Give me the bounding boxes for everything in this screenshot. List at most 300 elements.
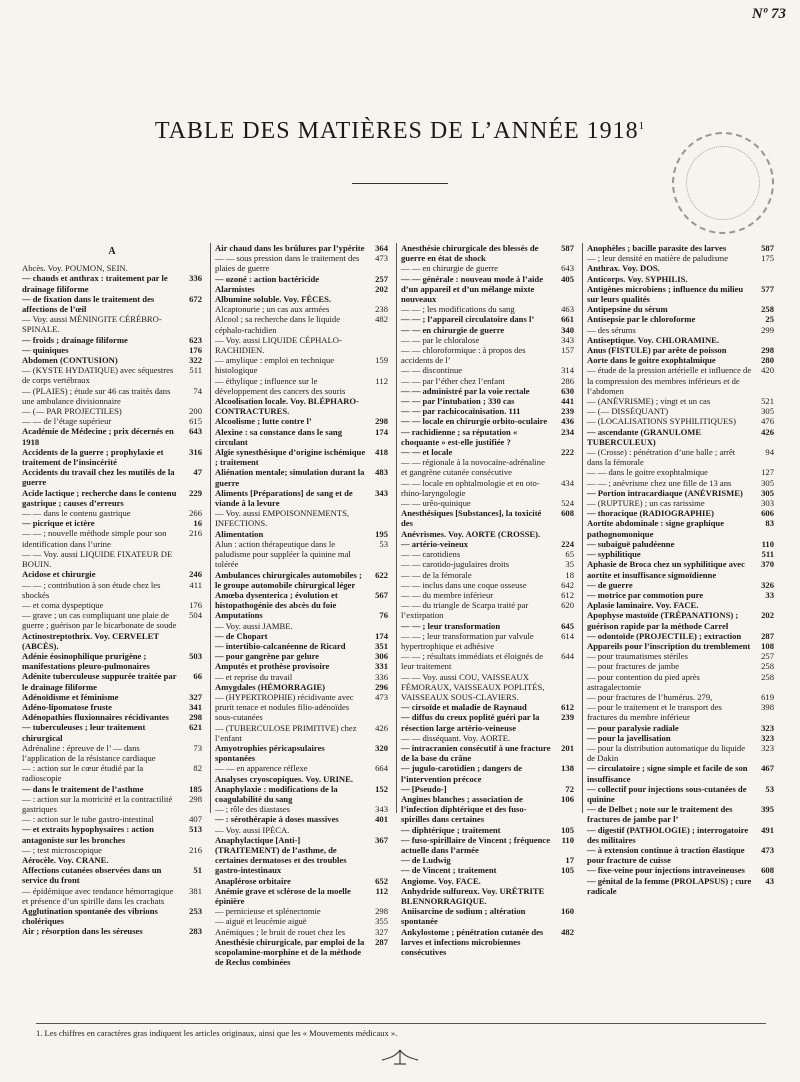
index-entry bbox=[22, 518, 202, 528]
entry-term: Anévrismes. Voy. AORTE (CROSSE). bbox=[401, 528, 541, 539]
entry-page: 644 bbox=[561, 651, 574, 662]
index-entry bbox=[215, 814, 388, 824]
entry-page: 463 bbox=[561, 304, 574, 315]
index-entry bbox=[587, 427, 774, 447]
entry-term: Alcaptonurie ; un cas aux armées bbox=[215, 304, 330, 315]
index-entry bbox=[215, 927, 388, 937]
entry-page: 53 bbox=[379, 538, 388, 549]
index-entry bbox=[587, 672, 774, 692]
entry-term: — génital de la femme (PROLAPSUS) ; cure radicale bbox=[587, 875, 752, 896]
index-entry bbox=[22, 467, 202, 487]
index-entry bbox=[587, 804, 774, 824]
entry-term: — (ANÉVRISME) ; vingt et un cas bbox=[587, 396, 711, 407]
entry-page: 157 bbox=[561, 345, 574, 356]
index-entry bbox=[22, 600, 202, 610]
entry-term: — quiniques bbox=[22, 344, 69, 355]
entry-page: 283 bbox=[189, 926, 202, 937]
index-entry bbox=[22, 549, 202, 569]
entry-term: — Voy. aussi LIQUIDE CÉPHALO-RACHIDIEN. bbox=[215, 334, 342, 356]
index-entry bbox=[22, 763, 202, 783]
index-entry bbox=[22, 865, 202, 885]
index-column-1 bbox=[22, 243, 202, 937]
index-entry bbox=[401, 304, 574, 314]
index-entry bbox=[401, 631, 574, 651]
entry-page: 661 bbox=[561, 314, 574, 325]
entry-term: — de fixation dans le traitement des affections de l’œil bbox=[22, 293, 155, 315]
entry-term: — Voy. aussi JAMBE. bbox=[215, 620, 293, 631]
entry-page: 239 bbox=[561, 406, 574, 417]
entry-page bbox=[556, 457, 574, 477]
entry-page: 343 bbox=[561, 334, 574, 345]
entry-term: — amylique : emploi en technique histologique bbox=[215, 355, 335, 376]
entry-term: Appareils pour l’inscription du tremblement bbox=[587, 640, 751, 651]
index-entry bbox=[215, 355, 388, 375]
entry-term: Amœba dysenterica ; évolution et histopathogénie des abcès du foie bbox=[215, 589, 338, 611]
index-column-3 bbox=[396, 243, 574, 958]
entry-term: — — urêo-quinique bbox=[401, 498, 471, 509]
index-entry bbox=[215, 631, 388, 641]
index-entry bbox=[215, 396, 388, 416]
entry-term: Anémie grave et sclérose de la moelle épinière bbox=[215, 885, 351, 906]
entry-page: 326 bbox=[761, 579, 774, 590]
entry-page: 25 bbox=[765, 314, 774, 325]
entry-term: — ozoné : action bactéricide bbox=[215, 273, 320, 284]
entry-page: 306 bbox=[375, 651, 388, 662]
index-entry bbox=[401, 733, 574, 743]
entry-page: 511 bbox=[761, 549, 774, 560]
index-entry bbox=[22, 426, 202, 446]
entry-page: 521 bbox=[761, 396, 774, 407]
entry-page: 577 bbox=[761, 283, 774, 294]
index-entry bbox=[587, 243, 774, 253]
entry-page: 343 bbox=[375, 487, 388, 498]
index-entry bbox=[587, 325, 774, 335]
entry-term: — froids ; drainage filiforme bbox=[22, 334, 128, 345]
entry-page: 258 bbox=[761, 661, 774, 672]
entry-term: Amputations bbox=[215, 610, 263, 621]
index-entry bbox=[587, 661, 774, 671]
entry-page: 216 bbox=[189, 528, 202, 539]
index-entry bbox=[587, 416, 774, 426]
entry-page: 426 bbox=[375, 722, 388, 733]
entry-page bbox=[184, 855, 202, 865]
index-entry bbox=[22, 488, 202, 508]
entry-term: — [Pseudo-] bbox=[401, 783, 447, 794]
entry-term: Alcoolisation locale. Voy. BLÉPHARO-CONTRACTURES. bbox=[215, 396, 359, 417]
entry-term: — — du triangle de Scarpa traité par l’extirpation bbox=[401, 600, 529, 621]
index-entry bbox=[215, 284, 388, 294]
index-entry bbox=[587, 651, 774, 661]
entry-term: — diffus du creux poplité guéri par la résection large artério-veineuse bbox=[401, 712, 540, 733]
entry-page: 664 bbox=[375, 763, 388, 774]
entry-term: — — sous pression dans le traitement des plaies de guerre bbox=[215, 253, 360, 274]
index-entry bbox=[215, 651, 388, 661]
index-entry bbox=[587, 641, 774, 651]
entry-term: — pour contention du pied après astragalectomie bbox=[587, 671, 700, 692]
index-entry bbox=[587, 702, 774, 722]
entry-page: 398 bbox=[761, 702, 774, 713]
index-entry bbox=[215, 784, 388, 804]
index-entry bbox=[587, 549, 774, 559]
entry-page: 405 bbox=[561, 273, 574, 284]
index-entry bbox=[215, 304, 388, 314]
entry-term: Actinostreptothrix. Voy. CERVELET (ABCÈS). bbox=[22, 630, 159, 651]
index-entry bbox=[22, 906, 202, 926]
index-entry bbox=[401, 365, 574, 375]
entry-term: Acide lactique ; recherche dans le contenu gastrique ; causes d’erreurs bbox=[22, 487, 177, 508]
entry-page: 286 bbox=[561, 375, 574, 386]
entry-page: 645 bbox=[561, 620, 574, 631]
entry-term: — motrice par commotion pure bbox=[587, 589, 704, 600]
entry-term: — : action sur le tube gastro-intestinal bbox=[22, 814, 154, 825]
entry-page: 614 bbox=[561, 630, 574, 641]
index-entry bbox=[587, 304, 774, 314]
entry-term: Apophyse mastoïde (TRÉPANATIONS) ; guérison rapide par la méthode Carrel bbox=[587, 610, 739, 631]
index-entry bbox=[587, 253, 774, 263]
entry-term: — de Vincent ; traitement bbox=[401, 865, 497, 876]
entry-page: 340 bbox=[561, 324, 574, 335]
index-entry bbox=[22, 845, 202, 855]
entry-term: — diphtérique ; traitement bbox=[401, 824, 501, 835]
index-entry bbox=[22, 702, 202, 712]
index-entry bbox=[401, 478, 574, 498]
entry-page: 65 bbox=[565, 549, 574, 560]
index-entry bbox=[401, 529, 574, 539]
entry-page: 266 bbox=[189, 508, 202, 519]
index-entry bbox=[587, 590, 774, 600]
entry-page: 323 bbox=[761, 742, 774, 753]
index-entry bbox=[587, 876, 774, 896]
entry-page: 280 bbox=[761, 355, 774, 366]
entry-term: Anthrax. Voy. DOS. bbox=[587, 263, 660, 274]
entry-page: 127 bbox=[761, 467, 774, 478]
entry-term: Aérocèle. Voy. CRANE. bbox=[22, 854, 109, 865]
index-entry bbox=[401, 784, 574, 794]
entry-term: Aplasie laminaire. Voy. FACE. bbox=[587, 600, 699, 611]
index-entry bbox=[401, 243, 574, 263]
section-letter: A bbox=[108, 246, 116, 257]
entry-term: — — chloroformique : à propos des accidents de l’ bbox=[401, 345, 526, 366]
entry-term: — — de l’étage supérieur bbox=[22, 416, 112, 427]
entry-page: 66 bbox=[193, 671, 202, 682]
entry-term: — rachidienne ; sa réputation « choquante » est-elle justifiée ? bbox=[401, 426, 518, 447]
entry-term: — — générale : nouveau mode à l’aide d’un appareil et d’un mélange mixte nouveaux bbox=[401, 273, 544, 305]
entry-page: 343 bbox=[375, 804, 388, 815]
entry-term: — ; test microscopique bbox=[22, 844, 102, 855]
entry-term: — digestif (PATHOLOGIE) ; interrogatoire des militaires bbox=[587, 824, 749, 845]
index-entry bbox=[215, 376, 388, 396]
entry-page: 476 bbox=[761, 416, 774, 427]
entry-term: — — en chirurgie de guerre bbox=[401, 263, 498, 274]
entry-term: Alexine : sa constance dans le sang circulant bbox=[215, 426, 343, 447]
entry-page: 643 bbox=[561, 263, 574, 274]
entry-term: — — par le chloralose bbox=[401, 334, 480, 345]
index-entry bbox=[22, 631, 202, 651]
entry-term: Acidose et chirurgie bbox=[22, 569, 96, 580]
index-entry bbox=[22, 814, 202, 824]
index-entry bbox=[22, 447, 202, 467]
index-entry bbox=[215, 672, 388, 682]
entry-page: 351 bbox=[375, 640, 388, 651]
entry-page: 175 bbox=[761, 253, 774, 264]
entry-page: 619 bbox=[761, 691, 774, 702]
entry-page: 314 bbox=[561, 365, 574, 376]
entry-page: 503 bbox=[189, 650, 202, 661]
index-entry bbox=[401, 335, 574, 345]
index-entry bbox=[215, 610, 388, 620]
entry-page: 238 bbox=[375, 304, 388, 315]
entry-page: 201 bbox=[561, 742, 574, 753]
index-entry bbox=[215, 416, 388, 426]
index-entry bbox=[215, 804, 388, 814]
entry-page: 436 bbox=[561, 416, 574, 427]
index-entry bbox=[215, 621, 388, 631]
entry-term: — de Chopart bbox=[215, 630, 268, 641]
entry-term: — — en chirurgie de guerre bbox=[401, 324, 505, 335]
index-entry bbox=[22, 712, 202, 722]
index-entry bbox=[215, 314, 388, 334]
index-entry bbox=[587, 784, 774, 804]
entry-term: Anaphylactique [Anti-] (TRAITEMENT) de l’asthme, de certaines dermatoses et des troubles gastro-intestinaux bbox=[215, 834, 347, 876]
entry-term: — (PLAIES) ; étude sur 46 cas traités dans une ambulance divisionnaire bbox=[22, 385, 171, 406]
entry-term: — (— DISSÉQUANT) bbox=[587, 406, 669, 417]
entry-term: Air chaud dans les brûlures par l’ypérite bbox=[215, 243, 365, 253]
entry-term: — ; leur densité en matière de paludisme bbox=[587, 253, 729, 264]
entry-page: 336 bbox=[189, 273, 202, 284]
page-title: TABLE DES MATIÈRES DE L’ANNÉE 1918$^1$ bbox=[154, 118, 646, 144]
entry-page: 608 bbox=[761, 865, 774, 876]
entry-page: 72 bbox=[565, 783, 574, 794]
entry-page: 239 bbox=[561, 712, 574, 723]
index-entry bbox=[401, 651, 574, 671]
entry-page: 176 bbox=[189, 344, 202, 355]
entry-term: — Voy. aussi MÉNINGITE CÉRÉBRO-SPINALE. bbox=[22, 314, 162, 335]
entry-page: 246 bbox=[189, 569, 202, 580]
entry-term: — thoracique (RADIOGRAPHIE) bbox=[587, 508, 714, 519]
index-entry bbox=[215, 886, 388, 906]
entry-term: Amputés et prothèse provisoire bbox=[215, 661, 330, 672]
index-entry bbox=[401, 855, 574, 865]
entry-term: Ambulances chirurgicales automobiles ; le groupe automobile chirurgical léger bbox=[215, 569, 362, 590]
entry-term: — collectif pour injections sous-cutanées de quinine bbox=[587, 783, 747, 804]
index-entry bbox=[587, 274, 774, 284]
index-entry bbox=[587, 396, 774, 406]
index-entry bbox=[22, 508, 202, 518]
index-entry bbox=[587, 406, 774, 416]
entry-term: — — ; les modifications du sang bbox=[401, 304, 515, 315]
entry-term: — pour la distribution automatique du liquide de Dakin bbox=[587, 742, 746, 764]
entry-page: 18 bbox=[565, 569, 574, 580]
entry-term: Antiseptique. Voy. CHLORAMINE. bbox=[587, 334, 720, 345]
entry-page: 298 bbox=[375, 416, 388, 427]
entry-term: Adéno-lipomatose fruste bbox=[22, 701, 112, 712]
index-entry bbox=[401, 396, 574, 406]
index-entry bbox=[401, 865, 574, 875]
index-entry bbox=[587, 365, 774, 396]
index-entry bbox=[22, 651, 202, 671]
entry-term: — — carotidiens bbox=[401, 549, 461, 560]
entry-page: 82 bbox=[193, 763, 202, 774]
index-entry bbox=[401, 406, 574, 416]
index-entry bbox=[215, 661, 388, 671]
entry-page bbox=[756, 263, 774, 273]
index-entry bbox=[22, 263, 202, 273]
index-entry bbox=[22, 355, 202, 365]
entry-term: — — discontinue bbox=[401, 365, 463, 376]
index-entry bbox=[401, 743, 574, 763]
entry-page: 407 bbox=[189, 814, 202, 825]
entry-page: 327 bbox=[189, 691, 202, 702]
entry-page: 112 bbox=[375, 375, 388, 386]
index-entry bbox=[215, 682, 388, 692]
entry-term: — pernicieuse et splénectomie bbox=[215, 906, 321, 917]
entry-page: 110 bbox=[761, 538, 774, 549]
index-entry bbox=[587, 559, 774, 579]
entry-term: — : action sur la motricité et la contractilité gastriques bbox=[22, 793, 173, 814]
index-entry bbox=[215, 253, 388, 273]
entry-page: 336 bbox=[375, 671, 388, 682]
index-entry bbox=[215, 692, 388, 723]
entry-term: Anesthésie chirurgicale, par emploi de la scopolamine-morphine et de la méthode de Reclus combinées bbox=[215, 936, 365, 968]
entry-term: — — ; leur transformation bbox=[401, 620, 501, 631]
entry-term: — — en apparence réflexe bbox=[215, 763, 308, 774]
index-entry bbox=[401, 263, 574, 273]
entry-page bbox=[756, 274, 774, 284]
entry-term: Aortite abdominale : signe graphique pathognomonique bbox=[587, 518, 725, 539]
entry-term: Accidents du travail chez les mutilés de la guerre bbox=[22, 467, 175, 488]
index-entry bbox=[215, 590, 388, 610]
index-entry bbox=[22, 528, 202, 548]
entry-page bbox=[370, 396, 388, 416]
index-entry bbox=[22, 314, 202, 334]
entry-page: 401 bbox=[375, 814, 388, 825]
index-entry bbox=[22, 692, 202, 702]
entry-page: 473 bbox=[761, 844, 774, 855]
entry-page: 620 bbox=[561, 600, 574, 611]
index-entry bbox=[587, 825, 774, 845]
index-entry bbox=[587, 733, 774, 743]
entry-term: — de Ludwig bbox=[401, 855, 451, 866]
entry-term: — pour fractures de jambe bbox=[587, 661, 680, 672]
index-entry bbox=[401, 886, 574, 906]
entry-page: 174 bbox=[375, 426, 388, 437]
index-entry bbox=[215, 937, 388, 968]
entry-page: 411 bbox=[189, 579, 202, 590]
entry-page: 483 bbox=[375, 467, 388, 478]
entry-term: Anaphylaxie : modifications de la coagulabilité du sang bbox=[215, 783, 338, 804]
entry-term: Alcool ; sa recherche dans le liquide céphalo-rachidien bbox=[215, 314, 341, 335]
entry-term: — — et locale bbox=[401, 447, 453, 458]
entry-page: 287 bbox=[761, 630, 774, 641]
entry-page: 110 bbox=[561, 834, 574, 845]
entry-page: 621 bbox=[189, 722, 202, 733]
index-entry bbox=[215, 427, 388, 447]
entry-page: 174 bbox=[375, 630, 388, 641]
entry-term: Antipepsine du sérum bbox=[587, 304, 668, 315]
entry-page: 370 bbox=[761, 559, 774, 570]
entry-term: — grave ; un cas compliquant une plaie de guerre ; guérison par le bicarbonate de soude bbox=[22, 610, 177, 631]
entry-page: 441 bbox=[561, 396, 574, 407]
entry-page: 105 bbox=[561, 865, 574, 876]
entry-term: — — disséquant. Voy. AORTE. bbox=[401, 732, 511, 743]
entry-page: 524 bbox=[561, 498, 574, 509]
entry-page bbox=[556, 529, 574, 539]
entry-page: 229 bbox=[189, 487, 202, 498]
index-entry bbox=[22, 335, 202, 345]
entry-term: — pour traumatismes stériles bbox=[587, 651, 688, 662]
entry-page: 35 bbox=[565, 559, 574, 570]
entry-term: — Voy. aussi EMPOISONNEMENTS, INFECTIONS. bbox=[215, 508, 350, 529]
entry-term: — pour paralysie radiale bbox=[587, 722, 679, 733]
entry-term: Adénopathies fluxionnaires récidivantes bbox=[22, 712, 169, 723]
entry-page: 257 bbox=[375, 273, 388, 284]
entry-term: — ascendante (GRANULOME TUBERCULEUX) bbox=[587, 426, 702, 447]
index-entry bbox=[22, 824, 202, 844]
entry-term: Abcès. Voy. POUMON, SEIN. bbox=[22, 263, 128, 274]
entry-term: — — ; l’appareil circulatoire dans l’ bbox=[401, 314, 535, 325]
entry-page: 53 bbox=[765, 783, 774, 794]
index-entry bbox=[22, 273, 202, 293]
entry-page: 200 bbox=[189, 406, 202, 417]
entry-page: 185 bbox=[189, 783, 202, 794]
entry-term: — (Crosse) : pénétration d’une balle ; arrêt dans la fémorale bbox=[587, 447, 736, 468]
entry-page: 672 bbox=[189, 293, 202, 304]
index-entry bbox=[22, 406, 202, 416]
entry-page: 305 bbox=[761, 487, 774, 498]
entry-term: Analyses cryoscopiques. Voy. URINE. bbox=[215, 773, 353, 784]
entry-page: 83 bbox=[765, 518, 774, 529]
entry-term: Algie synesthésique d’origine ischémique ; traitement bbox=[215, 447, 366, 468]
entry-term: — fuso-spirillaire de Vincent ; fréquence actuelle dans l’armée bbox=[401, 834, 551, 855]
entry-page: 222 bbox=[561, 447, 574, 458]
index-entry bbox=[215, 835, 388, 876]
entry-term: — (LOCALISATIONS SYPHILITIQUES) bbox=[587, 416, 736, 427]
entry-term: — pour fractures de l’humérus. 279, bbox=[587, 691, 713, 702]
entry-page: 467 bbox=[761, 763, 774, 774]
index-entry bbox=[587, 518, 774, 538]
index-entry bbox=[215, 529, 388, 539]
entry-page bbox=[184, 314, 202, 334]
index-entry bbox=[401, 325, 574, 335]
entry-term: — éthylique ; influence sur le développement des cancers des souris bbox=[215, 375, 346, 396]
entry-term: — — dans le goitre exophtalmique bbox=[587, 467, 709, 478]
entry-page: 33 bbox=[765, 589, 774, 600]
entry-term: — intracranien consécutif à une fracture de la base du crâne bbox=[401, 742, 551, 764]
entry-term: — — locale en ophtalmologie et en oto-rhino-laryngologie bbox=[401, 477, 540, 498]
entry-term: Abdomen (CONTUSION) bbox=[22, 355, 118, 366]
index-entry bbox=[215, 763, 388, 773]
index-entry bbox=[401, 457, 574, 477]
entry-term: — épidémique avec tendance hémorragique et présence d’un spirille dans les crachats bbox=[22, 885, 174, 906]
index-entry bbox=[401, 427, 574, 447]
entry-page: 303 bbox=[761, 498, 774, 509]
entry-page: 112 bbox=[375, 885, 388, 896]
index-entry bbox=[587, 478, 774, 488]
index-entry bbox=[587, 488, 774, 498]
entry-term: — dans le traitement de l’asthme bbox=[22, 783, 144, 794]
index-entry bbox=[401, 539, 574, 549]
entry-term: — jugulo-carotidien ; dangers de l’intervention précoce bbox=[401, 763, 523, 784]
entry-page: 160 bbox=[561, 906, 574, 917]
entry-term: Alcoolisme ; lutte contre l’ bbox=[215, 416, 312, 427]
entry-page bbox=[184, 631, 202, 651]
entry-term: Ankylostome ; pénétration cutanée des larves et infections microbiennes consécutives bbox=[401, 926, 544, 958]
index-entry bbox=[587, 335, 774, 345]
entry-term: Anus (FISTULE) par arête de poisson bbox=[587, 345, 727, 356]
entry-page: 202 bbox=[761, 610, 774, 621]
entry-page: 622 bbox=[375, 569, 388, 580]
entry-term: Alimentation bbox=[215, 528, 264, 539]
